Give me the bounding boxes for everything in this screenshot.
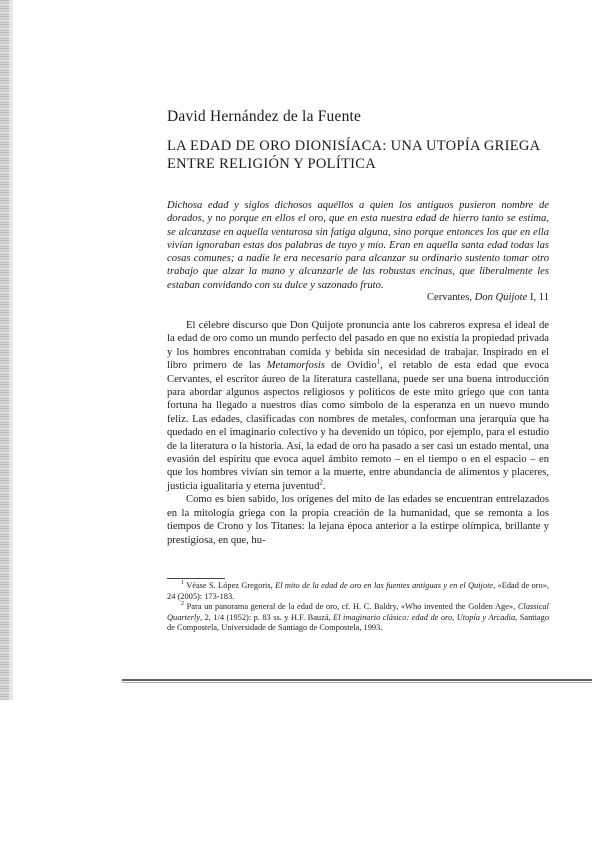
body-text — [167, 319, 549, 547]
body-paragraph-1 — [167, 319, 549, 493]
body-p1-text-d: . — [322, 480, 326, 492]
footnote-ref-1[interactable]: 1 — [376, 357, 381, 366]
scan-left-edge-shadow — [9, 0, 13, 700]
footnote-2 — [167, 602, 549, 634]
footnote-1-text-a: Véase S. López Gregoris, — [186, 581, 276, 590]
footnote-2-title: El imaginario clásico: edad de oro, Utopía y Arcadia — [333, 612, 516, 622]
body-p1-text-c: , el retablo de esta edad que evoca Cervantes, el escritor áureo de la literatura castellana, puede ser una buena introducción para abordar algunos aspectos religiosos y políticos de este mito griego que con tanta fortuna ha llegado a nuestros días como símbolo de la esperanza en un nuevo mundo feliz. Las edades, clasificadas con nombres de metales, conforman una jerarquía que ha quedado en el imaginario colectivo y ha devenido un tópico, por ejemplo, para el estudio de la literatura o la historia. Así, la edad de oro ha pasado a ser casi un estado mental, una evasión del espíritu que evoca aquel ámbito remoto – en el tiempo o en el espacio – en que los hombres vivían sin temor a la muerte, entre abundancia de alimentos y placeres, justicia igualitaria y eterna juventud — [167, 360, 549, 492]
epigraph-source-work: Don Quijote — [474, 292, 528, 303]
scan-left-edge — [0, 0, 9, 700]
footnote-ref-2[interactable]: 2 — [319, 478, 323, 487]
body-p1-work-title: Metamorfosis — [266, 360, 325, 372]
author-name: David Hernández de la Fuente — [167, 108, 362, 125]
footnote-2-text-c: , Santiago de Compostela, Universidade de Santiago de Compostela, 1993. — [167, 612, 550, 633]
footnote-1-mark: 1 — [181, 580, 184, 587]
body-p1-text-b: de Ovidio — [324, 360, 377, 372]
page-bottom-rule — [122, 679, 592, 681]
footnote-2-journal: Classical Quarterly — [167, 602, 549, 622]
page-bottom-rule-shadow — [122, 682, 592, 683]
epigraph-source — [167, 292, 549, 303]
footnote-2-text-a: Para un panorama general de la edad de oro, cf. H. C. Baldry, «Who invented the Golden Age», — [186, 602, 518, 612]
footnote-1-title: El mito de la edad de oro en las fuentes antiguas y en el Quijote — [275, 581, 494, 590]
article-title: LA EDAD DE ORO DIONISÍACA: UNA UTOPÍA GRIEGA ENTRE RELIGIÓN Y POLÍTICA — [167, 138, 540, 172]
body-p1-text-a: El célebre discurso que Don Quijote pronuncia ante los cabreros expresa el ideal de la edad de oro como un mundo perfecto del pasado en que no existía la propiedad privada y los hombres encontraban comida y bebida sin necesidad de trabajar. Inspirado en el libro primero de las — [167, 320, 549, 372]
footnote-2-text-b: , 2, 1/4 (1952): p. 83 ss. y H.F. Bauzá, — [200, 612, 334, 622]
footnotes — [167, 581, 549, 634]
body-paragraph-2: Como es bien sabido, los orígenes del mito de las edades se encuentran entrelazados en la mitología griega con la propia creación de la humanidad, que se remonta a los tiempos de Crono y los Titanes: la lejana época anterior a la estirpe olímpica, brillante y prestigiosa, en que, hu- — [167, 494, 549, 546]
epigraph-source-author: Cervantes, — [426, 292, 472, 303]
footnote-1-text-b: , «Edad de oro», 24 (2005): 173-183. — [167, 581, 549, 601]
footnote-1 — [167, 581, 549, 602]
epigraph-source-ref: I, 11 — [529, 292, 549, 303]
footnote-2-mark: 2 — [181, 601, 184, 608]
footnote-separator — [167, 578, 225, 579]
epigraph-quote: Dichosa edad y siglos dichosos aquéllos a quien los antiguos pusieron nombre de dorados, y no porque en ellos el oro, que en esta nuestra edad de hierro tanto se estima, se alcanzase en aquella venturosa sin fatiga alguna, sino porque entonces los que en ella vivían ignoraban estas dos palabras de tuyo y mío. Eran en aquella santa edad todas las cosas comunes; a nadie le era necesario para alcanzar su ordinario sustento tomar otro trabajo que alzar la mano y alcanzarle de las robustas encinas, que liberalmente les estaban convidando con su dulce y sazonado fruto. — [167, 200, 549, 291]
